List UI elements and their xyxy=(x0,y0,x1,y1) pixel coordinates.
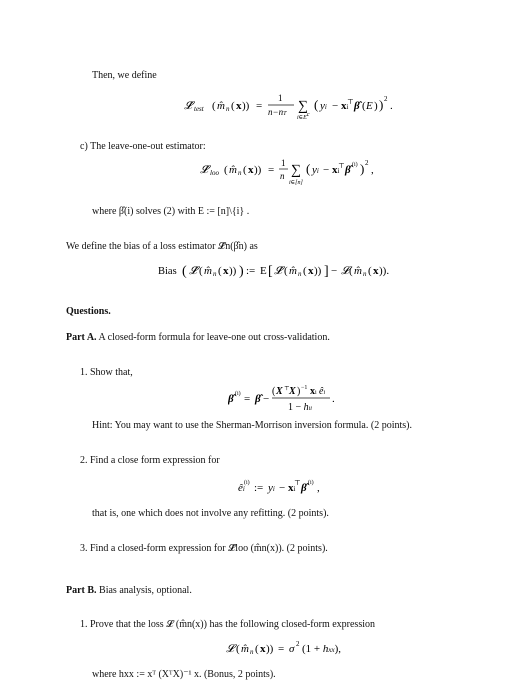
svg-text:(: ( xyxy=(182,264,187,279)
svg-text:n−nT: n−nT xyxy=(268,107,287,117)
svg-text:β̂: β̂ xyxy=(354,100,360,112)
svg-text:(: ( xyxy=(362,100,366,112)
svg-text:⊤: ⊤ xyxy=(347,98,354,106)
equation-test-loss-svg xyxy=(184,93,424,133)
equation-bias xyxy=(158,258,398,289)
svg-text:−1: −1 xyxy=(301,385,308,391)
svg-text:[: [ xyxy=(268,264,273,279)
svg-text:−: − xyxy=(332,100,339,112)
svg-text:)): )) xyxy=(314,265,322,277)
intro-text: Then, we define xyxy=(92,70,157,81)
svg-text:(: ( xyxy=(368,265,372,277)
svg-text:xi: xi xyxy=(288,482,296,494)
svg-text:): ) xyxy=(379,97,384,112)
svg-text:,: , xyxy=(371,164,374,176)
svg-text:x: x xyxy=(236,100,242,112)
svg-text:(: ( xyxy=(314,97,319,112)
svg-text:): ) xyxy=(297,386,301,397)
svg-text:)).: )). xyxy=(379,265,390,277)
svg-text:m̂: m̂ xyxy=(354,265,362,277)
hint-text: Hint: You may want to use the Sherman-Morrison inversion formula. (2 points). xyxy=(92,420,412,431)
svg-text:(: ( xyxy=(255,643,259,655)
svg-text:.: . xyxy=(332,393,335,405)
svg-text:X: X xyxy=(276,386,283,397)
svg-text:β̂: β̂ xyxy=(228,393,234,405)
svg-text:(: ( xyxy=(199,265,203,277)
svg-text:n: n xyxy=(226,105,230,113)
svg-text:2: 2 xyxy=(384,95,388,103)
svg-text:(: ( xyxy=(306,161,311,176)
svg-text:yi: yi xyxy=(312,164,319,176)
svg-text:⊤: ⊤ xyxy=(294,479,301,487)
svg-text:): ) xyxy=(374,100,378,112)
svg-text:)): )) xyxy=(254,164,262,176)
svg-text:(: ( xyxy=(212,100,216,112)
svg-text:(: ( xyxy=(303,265,307,277)
equation-loo-svg xyxy=(200,157,380,193)
svg-text:2: 2 xyxy=(296,640,300,648)
svg-text:β̂: β̂ xyxy=(345,164,351,176)
svg-text:=: = xyxy=(244,393,251,405)
svg-text:⊤: ⊤ xyxy=(284,386,290,392)
equation-test-loss xyxy=(184,93,424,136)
svg-text:n: n xyxy=(250,648,254,656)
where-hxx-text: where hxx := xᵀ (XᵀX)⁻¹ x. (Bonus, 2 points). xyxy=(92,669,276,680)
part-a-text: A closed-form formula for leave-one out cross-validation. xyxy=(98,332,330,343)
part-a-label: Part A. xyxy=(66,332,97,343)
svg-text:1: 1 xyxy=(278,93,283,103)
svg-text:β̂: β̂ xyxy=(255,393,261,405)
svg-text:(i): (i) xyxy=(244,480,250,486)
svg-text:(: ( xyxy=(224,164,228,176)
equation-q2-svg xyxy=(238,474,338,500)
svg-text:m̂: m̂ xyxy=(229,164,237,176)
svg-text:n: n xyxy=(363,270,367,278)
svg-text:X: X xyxy=(289,386,296,397)
svg-text:n: n xyxy=(298,270,302,278)
svg-text:(1 + hxx),: (1 + hxx), xyxy=(302,643,342,655)
svg-text:𝓛̂: 𝓛̂ xyxy=(200,164,208,176)
svg-text:(i): (i) xyxy=(308,480,314,486)
svg-text:x: x xyxy=(248,164,254,176)
where-beta-text: where β̂(i) solves (2) with E := [n]\{i} . xyxy=(92,206,250,217)
svg-text:i∈Ec: i∈Ec xyxy=(297,112,310,121)
svg-text:𝓛̂: 𝓛̂ xyxy=(184,100,192,112)
svg-text:𝓛̂: 𝓛̂ xyxy=(274,265,282,277)
svg-text:m̂: m̂ xyxy=(217,100,225,112)
bias-definition-text: We define the bias of a loss estimator 𝓛̂n(β̂n) as xyxy=(66,241,258,252)
svg-text:(i): (i) xyxy=(235,391,241,397)
svg-text:σ: σ xyxy=(289,643,295,655)
svg-text:𝓛̂: 𝓛̂ xyxy=(189,265,197,277)
svg-text:β̂: β̂ xyxy=(301,482,307,494)
svg-text::=: := xyxy=(254,482,264,494)
equation-loo xyxy=(200,157,380,196)
svg-text:(: ( xyxy=(231,100,235,112)
svg-text:): ) xyxy=(360,161,365,176)
svg-text::=: := xyxy=(246,265,256,277)
svg-text:n: n xyxy=(238,169,242,177)
svg-text:xi: xi xyxy=(332,164,340,176)
svg-text:𝓛: 𝓛 xyxy=(341,265,349,277)
svg-text:x: x xyxy=(260,643,266,655)
svg-text:(: ( xyxy=(243,164,247,176)
svg-text:êi: êi xyxy=(238,482,245,494)
svg-text:=: = xyxy=(278,643,285,655)
svg-text:1: 1 xyxy=(281,158,286,168)
question-2-tail: that is, one which does not involve any refitting. (2 points). xyxy=(92,508,329,519)
question-1-text: 1. Show that, xyxy=(80,367,133,378)
svg-text:)): )) xyxy=(242,100,250,112)
svg-text:,: , xyxy=(317,482,320,494)
svg-text:êi: êi xyxy=(319,386,326,397)
part-b-text: Bias analysis, optional. xyxy=(99,585,192,596)
svg-text:n: n xyxy=(213,270,217,278)
equation-bias-svg xyxy=(158,258,398,286)
part-a-line xyxy=(66,332,330,344)
svg-text:−: − xyxy=(323,164,330,176)
svg-text:−: − xyxy=(331,265,338,277)
svg-text:⊤: ⊤ xyxy=(338,162,345,170)
svg-text:.: . xyxy=(390,100,393,112)
equation-b1-svg xyxy=(226,637,366,659)
svg-text:xi: xi xyxy=(310,386,317,397)
svg-text:n: n xyxy=(280,171,285,181)
svg-text:yi: yi xyxy=(320,100,327,112)
svg-text:(: ( xyxy=(349,265,353,277)
svg-text:(: ( xyxy=(236,643,240,655)
part-b-line xyxy=(66,585,192,597)
question-3-text: 3. Find a closed-form expression for 𝓛̂loo (m̂n(x)). (2 points). xyxy=(80,543,328,554)
svg-text:)): )) xyxy=(266,643,274,655)
svg-text:m̂: m̂ xyxy=(241,643,249,655)
svg-text:∑: ∑ xyxy=(291,163,301,178)
svg-text:=: = xyxy=(256,100,263,112)
svg-text:1 − hii: 1 − hii xyxy=(288,402,312,413)
question-b1-text: 1. Prove that the loss 𝓛 (m̂n(x)) has the following closed-form expression xyxy=(80,619,375,630)
svg-text:∑: ∑ xyxy=(298,99,308,114)
equation-q2 xyxy=(238,474,338,503)
svg-text:x: x xyxy=(308,265,314,277)
equation-b1 xyxy=(226,637,366,662)
svg-text:]: ] xyxy=(324,264,329,279)
svg-text:𝓛: 𝓛 xyxy=(226,643,234,655)
svg-text:): ) xyxy=(239,264,244,279)
svg-text:Bias: Bias xyxy=(158,266,177,277)
question-2-text: 2. Find a close form expression for xyxy=(80,455,220,466)
svg-text:test: test xyxy=(194,105,204,113)
svg-text:E: E xyxy=(366,100,373,112)
svg-text:loo: loo xyxy=(210,169,219,177)
svg-text:(: ( xyxy=(284,265,288,277)
svg-text:(: ( xyxy=(272,386,276,397)
equation-q1-svg xyxy=(228,380,348,424)
svg-text:x: x xyxy=(373,265,379,277)
svg-text:m̂: m̂ xyxy=(289,265,297,277)
svg-text:i∈[n]: i∈[n] xyxy=(289,180,303,186)
svg-text:)): )) xyxy=(229,265,237,277)
svg-text:E: E xyxy=(260,265,267,277)
questions-heading: Questions. xyxy=(66,306,111,317)
svg-text:xi: xi xyxy=(341,100,349,112)
item-c-text: c) The leave-one-out estimator: xyxy=(80,141,206,152)
svg-text:yi: yi xyxy=(268,482,275,494)
svg-text:m̂: m̂ xyxy=(204,265,212,277)
svg-text:2: 2 xyxy=(365,159,369,167)
svg-text:(i): (i) xyxy=(352,162,358,168)
svg-text:−: − xyxy=(279,482,286,494)
svg-text:x: x xyxy=(223,265,229,277)
svg-text:=: = xyxy=(268,164,275,176)
part-b-label: Part B. xyxy=(66,585,97,596)
svg-text:−: − xyxy=(263,393,270,405)
svg-text:(: ( xyxy=(218,265,222,277)
